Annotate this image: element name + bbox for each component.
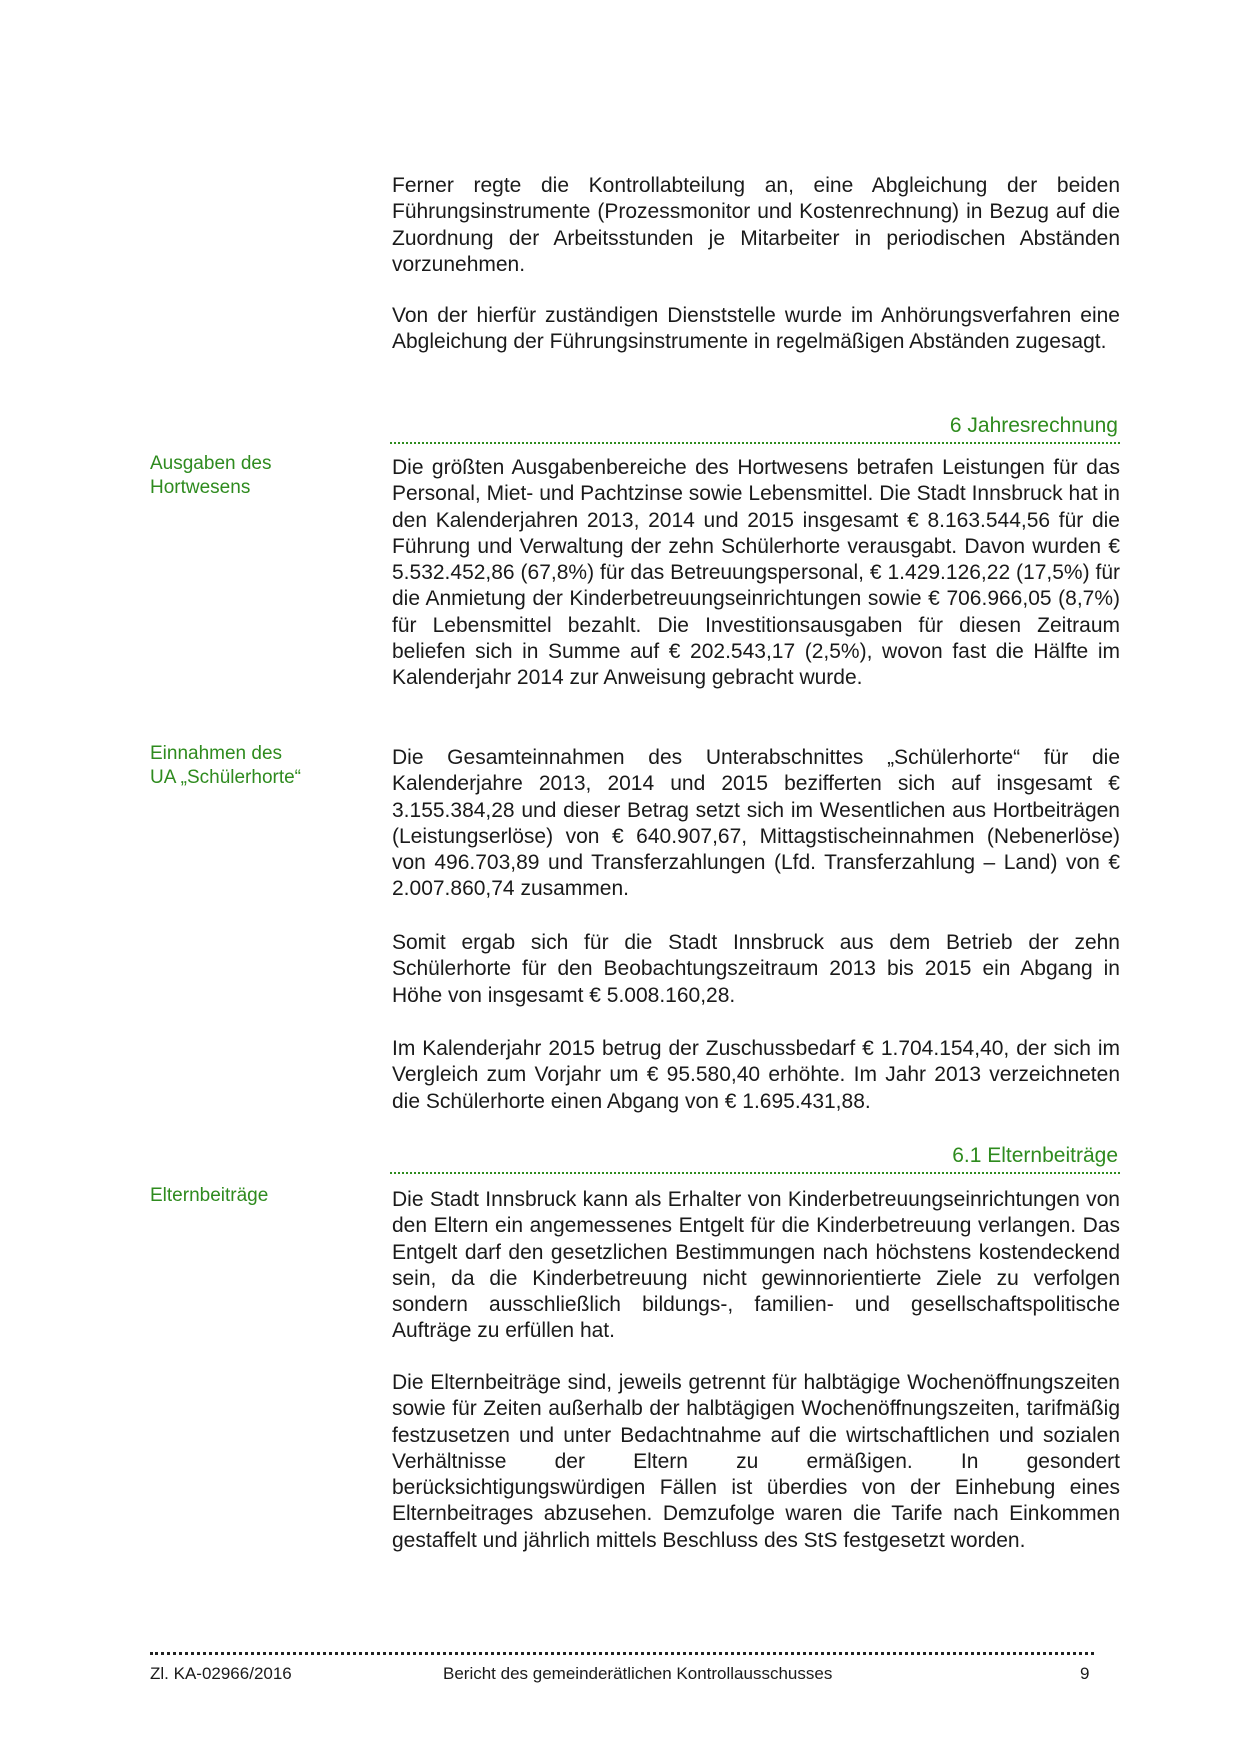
section-title: 6 Jahresrechnung [949,414,1118,437]
footer-divider [150,1652,1094,1655]
footer-reference: Zl. KA-02966/2016 [150,1664,292,1683]
paragraph-einnahmen: Die Gesamteinnahmen des Unterabschnittes „Schülerhorte“ für die Kalenderjahre 2013, 2014 und 2015 bezifferten sich auf insgesamt € 3.155.384,28 und dieser Betrag setzt sich im Wesentlichen aus Hortbeiträgen (Leistungserlöse) von € 640.907,67, Mittagstischeinnahmen (Nebenerlöse) von 496.703,89 und Transferzahlungen (Lfd. Transferzahlung – Land) von € 2.007.860,74 zusammen. [392,746,1120,901]
paragraph-tarife: Die Elternbeiträge sind, jeweils getrennt für halbtägige Wochenöffnungszeiten sowie für Zeiten außerhalb der halbtägigen Wochenöffnungszeiten, tarifmäßig festzusetzen und unter Bedachtnahme auf die wirtschaftlichen und sozialen Verhältnisse der Eltern zu ermäßigen. In gesondert berücksichtigungswürdigen Fällen ist überdies von der Einhebung eines Elternbeitrages abzusehen. Demzufolge waren die Tarife nach Einkommen gestaffelt und jährlich mittels Beschluss des StS festgesetzt worden. [392,1371,1120,1552]
section-heading-jahresrechnung [390,402,1120,444]
paragraph-abgleichung: Ferner regte die Kontrollabteilung an, eine Abgleichung der beiden Führungsinstrumente (Prozessmonitor und Kostenrechnung) in Bezug auf die Zuordnung der Arbeitsstunden je Mitarbeiter in periodischen Abständen vorzunehmen. [392,174,1120,276]
margin-note-line: Einnahmen des [150,743,283,764]
margin-note-line: Elternbeiträge [150,1185,269,1206]
section-heading-elternbeitraege [390,1132,1120,1174]
paragraph-ausgaben: Die größten Ausgabenbereiche des Hortwesens betrafen Leistungen für das Personal, Miet- und Pachtzinse sowie Lebensmittel. Die Stadt Innsbruck hat in den Kalenderjahren 2013, 2014 und 2015 insgesamt € 8.163.544,56 für die Führung und Verwaltung der zehn Schülerhorte verausgabt. Davon wurden € 5.532.452,86 (67,8%) für das Betreuungspersonal, € 1.429.126,22 (17,5%) für die Anmietung der Kinderbetreuungseinrichtungen sowie € 706.966,05 (8,7%) für Lebensmittel bezahlt. Die Investitionsausgaben für diesen Zeitraum beliefen sich in Summe auf € 202.543,17 (2,5%), wovon fast die Hälfte im Kalenderjahr 2014 zur Anweisung gebracht wurde. [392,456,1120,690]
section-title: 6.1 Elternbeiträge [952,1144,1118,1167]
paragraph-block [392,930,1120,1009]
paragraph-entgelt: Die Stadt Innsbruck kann als Erhalter von Kinderbetreuungseinrichtungen von den Eltern ein angemessenes Entgelt für die Kinderbetreuung verlangen. Das Entgelt darf den gesetzlichen Bestimmungen nach höchstens kostendeckend sein, da die Kinderbetreuung nicht gewinnorientierte Ziele zu verfolgen sondern ausschließlich bildungs-, familien- und gesellschaftspolitische Aufträge zu erfüllen hat. [392,1188,1120,1343]
paragraph-abgang: Somit ergab sich für die Stadt Innsbruck aus dem Betrieb der zehn Schülerhorte für den Beobachtungszeitraum 2013 bis 2015 ein Abgang in Höhe von insgesamt € 5.008.160,28. [392,931,1120,1007]
paragraph-block [392,745,1120,903]
margin-note-line: Hortwesens [150,477,251,498]
paragraph-zuschussbedarf: Im Kalenderjahr 2015 betrug der Zuschussbedarf € 1.704.154,40, der sich im Vergleich zum Vorjahr um € 95.580,40 erhöhte. Im Jahr 2013 verzeichneten die Schülerhorte einen Abgang von € 1.695.431,88. [392,1037,1120,1113]
margin-note-line: UA „Schülerhorte“ [150,767,302,788]
margin-note-einnahmen [150,742,350,790]
paragraph-zusage: Von der hierfür zuständigen Dienststelle wurde im Anhörungsverfahren eine Abgleichung der Führungsinstrumente in regelmäßigen Abständen zugesagt. [392,304,1120,354]
paragraph-block [392,1370,1120,1554]
footer-title: Bericht des gemeinderätlichen Kontrollausschusses [443,1664,833,1683]
paragraph-block [392,455,1120,692]
paragraph-block [392,173,1120,278]
margin-note-line: Ausgaben des [150,453,272,474]
page-number: 9 [1080,1664,1090,1683]
paragraph-block [392,1187,1120,1345]
margin-note-elternbeitraege [150,1184,350,1208]
paragraph-block [392,303,1120,356]
paragraph-block [392,1036,1120,1115]
margin-note-ausgaben [150,452,350,500]
